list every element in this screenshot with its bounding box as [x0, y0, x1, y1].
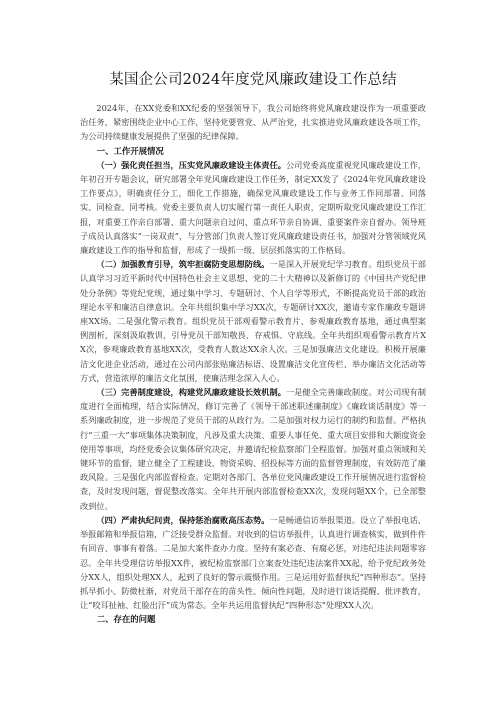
subsection-heading: （四）严肃执纪问责，保持惩治腐败高压态势。	[96, 514, 270, 525]
subsection-heading: （三）完善制度建设，构建党风廉政建设长效机制。	[96, 387, 286, 398]
subsection-responsibility	[80, 158, 426, 257]
subsection-body: 一是畅通信访举报渠道。设立了举报电话、举报邮箱和举报信箱，广泛接受群众监督。对收到的信访举报件，认真进行调查核实，做到件件有回音、事事有着落。二是加大案件查办力度。坚持有案必查、有腐必惩，对违纪违法问题零容忍。全年共受理信访举报XX件，被纪检监察部门立案查处违纪违法案件XX起，给予党纪政务处分XX人，组织处理XX人，起到了良好的警示震慑作用。三是运用好监督执纪“四种形态”。坚持抓早抓小、防微杜渐，对党员干部存在的苗头性、倾向性问题，及时进行谈话提醒、批评教育，让“咬耳扯袖、红脸出汗”成为常态。全年共运用监督执纪“四种形态”处理XX人次。	[80, 514, 426, 611]
subsection-heading: （二）加强教育引导，筑牢拒腐防变思想防线。	[96, 259, 270, 270]
subsection-system	[80, 385, 426, 513]
section-heading-problems: 二、存在的问题	[96, 614, 156, 625]
subsection-heading: （一）强化责任担当，压实党风廉政建设主体责任。	[96, 159, 286, 170]
subsection-body: 一是健全完善廉政制度。对公司现有制度进行全面梳理，结合实际情况，修订完善了《领导干部述职述廉制度》《廉政谈话制度》等一系列廉政制度，进一步规范了党员干部的从政行为。二是加强对权力运行的制约和监督。严格执行“三重一大”事项集体决策制度，凡涉及重大决策、重要人事任免、重大项目安排和大额度资金使用等事项，均经党委会议集体研究决定，并邀请纪检监察部门全程监督。加强对重点领域和关键环节的监督，建立健全了工程建设、物资采购、招投标等方面的监督管理制度，有效防范了廉政风险。三是强化内部监督检查。定期对各部门、各单位党风廉政建设工作开展情况进行监督检查，及时发现问题，督促整改落实。全年共开展内部监督检查XX次，发现问题XX个，已全部整改到位。	[80, 387, 426, 511]
intro-paragraph: 2024年，在XX党委和XX纪委的坚强领导下，我公司始终将党风廉政建设作为一项重要政治任务，紧密围绕企业中心工作，坚持党要管党、从严治党，扎实推进党风廉政建设各项工作，为公司持续健康发展提供了坚强的纪律保障。	[80, 103, 426, 142]
subsection-education	[80, 257, 426, 385]
subsection-discipline	[80, 513, 426, 612]
document-title: 某国企公司2024年度党风廉政建设工作总结	[109, 72, 397, 88]
subsection-body: 公司党委高度重视党风廉政建设工作，年初召开专题会议，研究部署全年党风廉政建设工作任务，制定XX发了《2024年党风廉政建设工作要点》，明确责任分工，细化工作措施，确保党风廉政建设工作与业务工作同部署、同落实、同检查、同考核。党委主要负责人切实履行第一责任人职责，定期听取党风廉政建设工作汇报，对重要工作亲自部署、重大问题亲自过问、重点环节亲自协调、重要案件亲自督办。领导班子成员认真落实“一岗双责”，与分管部门负责人签订党风廉政建设责任书，加强对分管领域党风廉政建设工作的指导和监督，形成了一级抓一级、层层抓落实的工作格局。	[80, 159, 426, 256]
subsection-body: 一是深入开展党纪学习教育。组织党员干部认真学习习近平新时代中国特色社会主义思想、党的二十大精神以及新修订的《中国共产党纪律处分条例》等党纪党规，通过集中学习、专题研讨、个人自学等形式，不断提高党员干部的政治理论水平和廉洁自律意识。全年共组织集中学习XX次，专题研讨XX次，邀请专家作廉政专题讲座XX场。二是强化警示教育。组织党员干部观看警示教育片、参观廉政教育基地，通过典型案例剖析，深刻汲取教训，引导党员干部知敬畏、存戒惧、守底线。全年共组织观看警示教育片XX次，参观廉政教育基地XX次，受教育人数达XX余人次。三是加强廉洁文化建设。积极开展廉洁文化进企业活动，通过在公司内部张贴廉洁标语、设置廉洁文化宣传栏、举办廉洁文化活动等方式，营造浓厚的廉洁文化氛围，使廉洁理念深入人心。	[80, 259, 426, 383]
section-heading-work: 一、工作开展情况	[96, 145, 164, 156]
